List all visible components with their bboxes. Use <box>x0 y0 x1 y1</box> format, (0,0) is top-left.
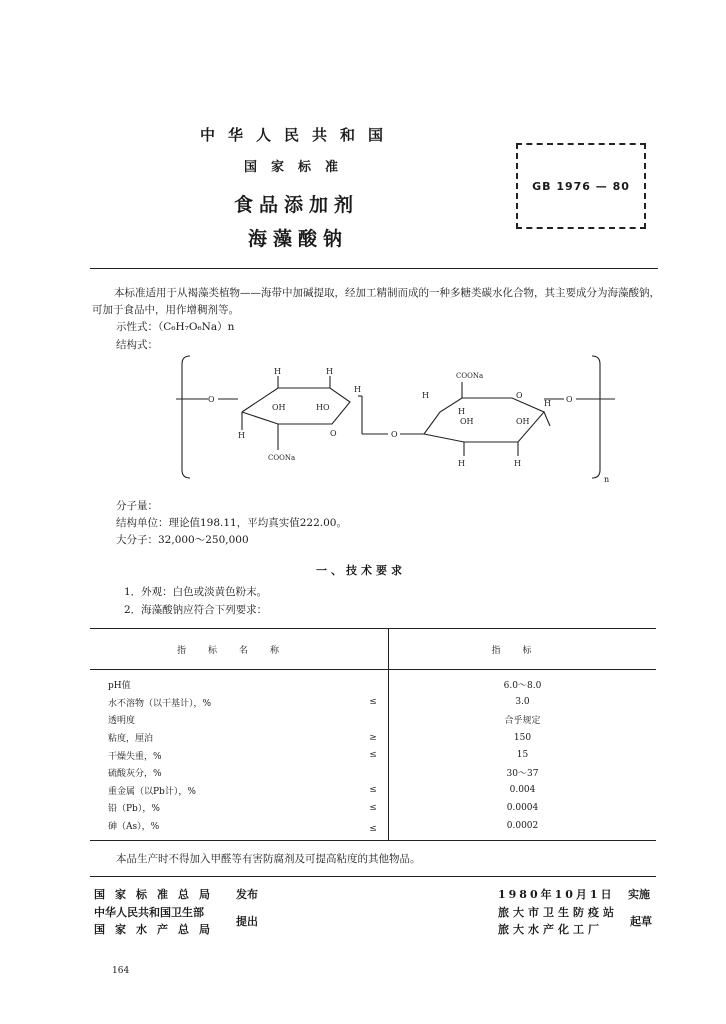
effective-label: 实施 <box>628 888 650 901</box>
table-row <box>90 764 656 782</box>
table-cell-value: 6.0～8.0 <box>389 670 657 694</box>
standard-number-box <box>516 143 646 229</box>
structure-label: 结构式： <box>116 339 158 351</box>
atom-label: H <box>422 391 429 400</box>
table-cell-name: 铅（Pb），% <box>108 804 160 815</box>
atom-label: O <box>391 430 398 439</box>
table-cell-cmp: ≤ <box>358 817 389 841</box>
atom-label: H <box>514 459 521 468</box>
atom-label: HO <box>316 403 330 412</box>
atom-label: O <box>516 391 523 400</box>
propose-label: 提出 <box>236 915 258 928</box>
drafter-1: 旅大市卫生防疫站 <box>498 906 618 919</box>
draft-label: 起草 <box>630 915 652 928</box>
production-note: 本品生产时不得加入甲醛等有害防腐剂及可提高粘度的其他物品。 <box>116 853 421 865</box>
atom-label: H <box>544 399 551 408</box>
table-header-name: 指标名称 <box>90 629 389 670</box>
table-cell-cmp <box>358 711 389 729</box>
table-cell-cmp: ≤ <box>369 750 377 761</box>
table-cell-value: 150 <box>389 729 657 747</box>
atom-label: OH <box>272 403 286 412</box>
proposer-1: 中华人民共和国卫生部 <box>94 906 204 919</box>
standard-number: GB 1976 — 80 <box>532 179 630 193</box>
table-cell-name: 透明度 <box>108 716 136 727</box>
issue-label: 发布 <box>236 888 258 901</box>
table-row <box>90 711 656 729</box>
table-cell-value: 0.004 <box>389 782 657 800</box>
issuer: 国家标准总局 <box>94 888 220 901</box>
atom-label: O <box>208 395 215 404</box>
proposer-2: 国家水产总局 <box>94 923 220 936</box>
table-cell-name: 硫酸灰分，% <box>108 769 162 780</box>
table-row <box>90 694 656 712</box>
table-cell-cmp <box>358 670 389 694</box>
table-cell-value: 15 <box>389 746 657 764</box>
table-cell-cmp: ≤ <box>369 697 377 708</box>
structural-unit-line: 结构单位：理论值198.11，平均真实值222.00。 <box>116 517 347 529</box>
atom-label: COONa <box>268 454 296 462</box>
macromolecule-line: 大分子：32,000～250,000 <box>116 534 249 546</box>
table-cell-cmp: ≤ <box>369 785 377 796</box>
atom-label: H <box>326 367 333 376</box>
document-title-line2: 海藻酸钠 <box>248 228 349 250</box>
requirement-item-1: 1．外观：白色或淡黄色粉末。 <box>124 586 268 598</box>
formula-line <box>116 319 234 336</box>
table-cell-value: 3.0 <box>389 694 657 712</box>
page-number: 164 <box>112 966 130 976</box>
table-cell-name: 重金属（以Pb计），% <box>108 786 196 797</box>
atom-label: H <box>354 385 361 394</box>
table-cell-value: 0.0004 <box>389 799 657 817</box>
intro-paragraph: 本标准适用于从褐藻类植物——海带中加碱提取，经加工精制而成的一种多糖类碳水化合物，其主要成分为海藻酸钠，可加于食品中，用作增稠剂等。 <box>92 287 660 316</box>
table-header-value: 指标 <box>389 629 657 670</box>
table-row <box>90 782 656 800</box>
table-row <box>90 817 656 841</box>
atom-label: COONa <box>456 372 484 380</box>
standard-type-heading: 国家标准 <box>244 160 353 175</box>
table-cell-name: 粘度，厘泊 <box>108 734 154 745</box>
atom-label: n <box>604 475 610 484</box>
table-cell-value: 30～37 <box>389 764 657 782</box>
table-cell-name: pH值 <box>108 681 131 692</box>
table-row <box>90 670 656 694</box>
atom-label: O <box>566 395 573 404</box>
molecular-weight-label: 分子量： <box>116 500 158 512</box>
table-cell-name: 干燥失重，% <box>108 751 162 762</box>
section-heading: 一、技术要求 <box>316 564 406 577</box>
atom-label: OH <box>460 417 474 426</box>
table-cell-name: 水不溶物（以干基计），% <box>108 698 212 709</box>
formula-label: 示性式： <box>116 321 158 333</box>
header-divider <box>90 268 658 269</box>
table-cell-name: 砷（As），% <box>90 817 358 841</box>
table-cell-value: 合乎规定 <box>389 711 657 729</box>
atom-label: H <box>458 459 465 468</box>
table-row <box>90 799 656 817</box>
atom-label: O <box>330 429 337 438</box>
document-title-line1: 食品添加剂 <box>234 194 360 216</box>
table-cell-value: 0.0002 <box>389 817 657 841</box>
table-row <box>90 746 656 764</box>
requirement-item-2: 2．海藻酸钠应符合下列要求： <box>124 604 268 616</box>
atom-label: H <box>274 367 281 376</box>
table-cell-cmp: ≥ <box>369 732 377 743</box>
atom-label: H <box>238 431 245 440</box>
right-bracket <box>592 356 600 478</box>
table-header-row <box>90 629 656 670</box>
spec-table <box>90 628 656 841</box>
country-heading: 中华人民共和国 <box>200 126 397 144</box>
atom-label: H <box>458 407 465 416</box>
left-bracket <box>182 356 190 478</box>
footer-divider <box>90 876 656 877</box>
atom-label: OH <box>516 417 530 426</box>
table-cell-cmp: ≤ <box>369 802 377 813</box>
effective-date: 1980年10月1日 <box>498 888 615 901</box>
drafter-2: 旅大水产化工厂 <box>498 923 603 936</box>
table-row <box>90 729 656 747</box>
formula-value: （C₆H₇O₆Na）n <box>158 321 235 333</box>
table-cell-cmp <box>358 764 389 782</box>
structural-formula-diagram <box>160 352 630 492</box>
